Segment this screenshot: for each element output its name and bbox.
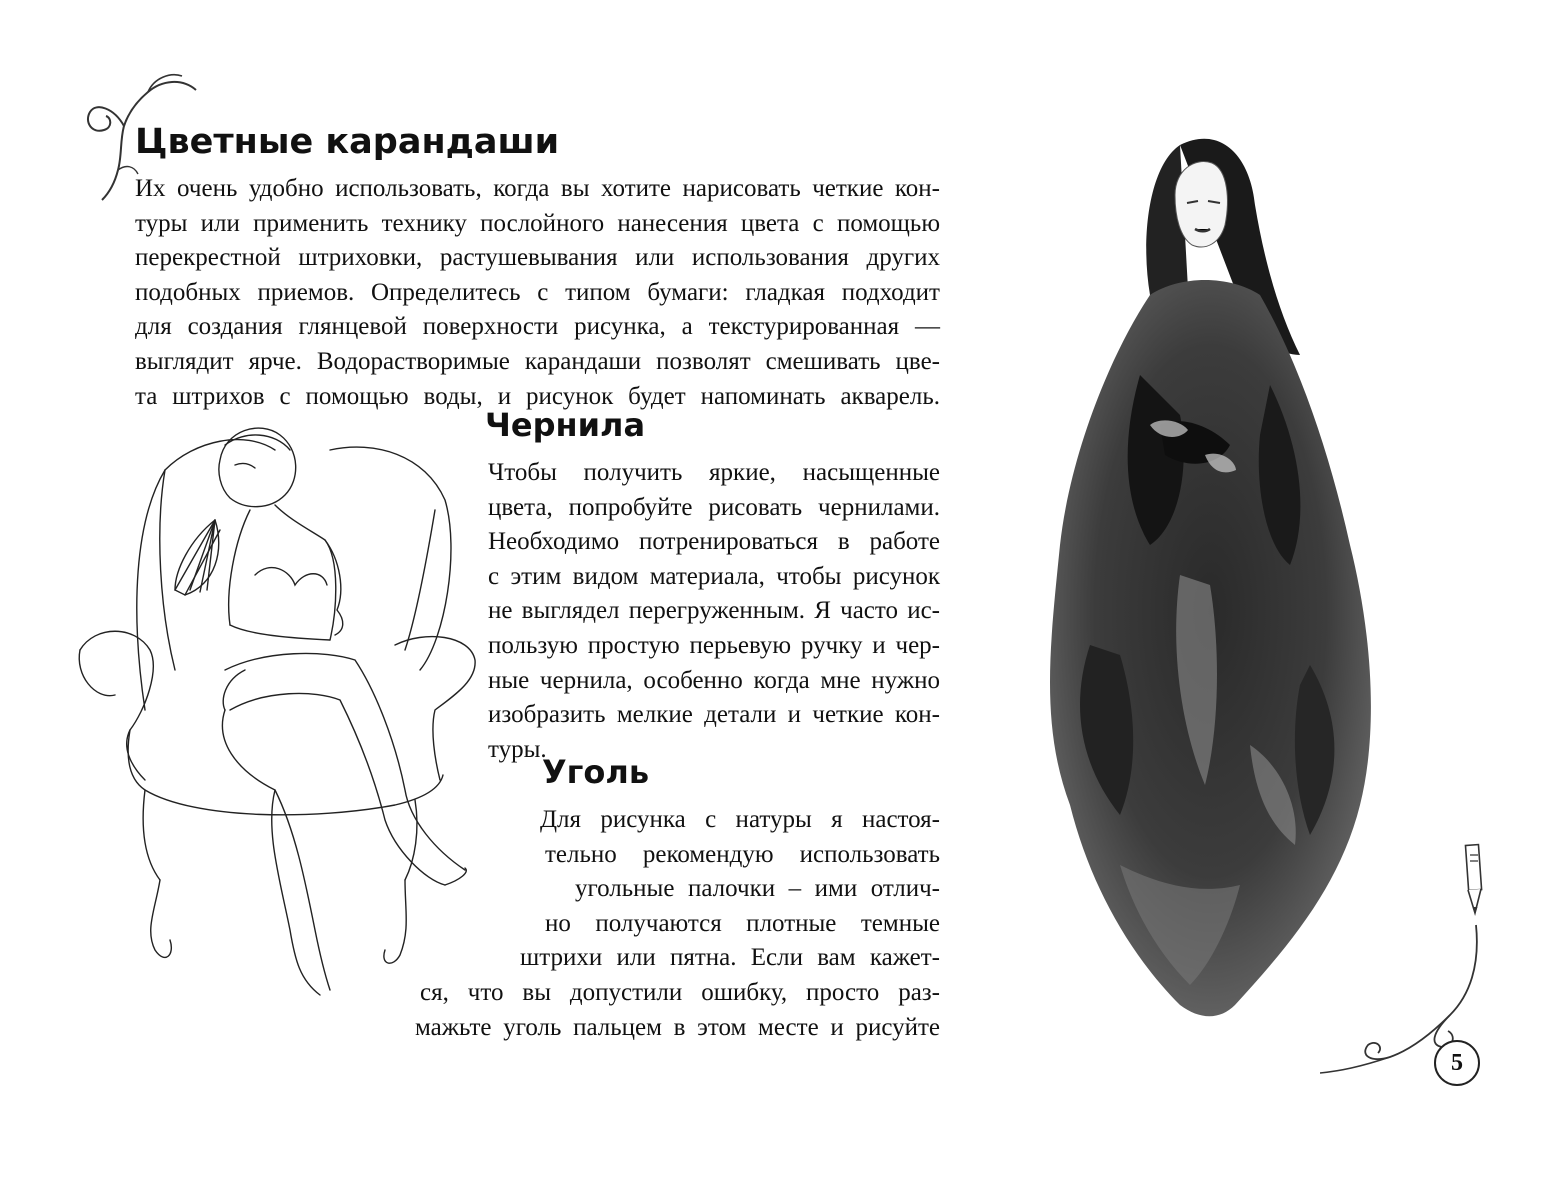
- text-line: ные чернила, особенно когда мне нужно: [488, 666, 940, 694]
- text-line: пользую простую перьевую ручку и чер-: [488, 631, 940, 659]
- text-line: изобразить мелкие детали и четкие кон-: [488, 701, 940, 729]
- pencil-icon: [1465, 845, 1481, 913]
- text-line: выглядит ярче. Водорастворимые карандаши позволят смешивать цве-: [135, 347, 940, 375]
- text-line: цвета, попробуйте рисовать чернилами.: [488, 493, 940, 521]
- section-heading-colored-pencils: Цветные карандаши: [135, 122, 560, 162]
- text-line: Для рисунка с натуры я настоя-: [540, 806, 940, 833]
- text-line: Чтобы получить яркие, насыщенные: [488, 459, 940, 486]
- text-line: штрихи или пятна. Если вам кажет-: [520, 944, 940, 972]
- text-line: подобных приемов. Определитесь с типом бумаги: гладкая подходит: [135, 278, 940, 306]
- paragraph-charcoal: [415, 803, 940, 1045]
- text-line: но получаются плотные темные: [545, 909, 940, 937]
- paragraph-ink: [488, 456, 940, 767]
- paragraph-colored-pencils: [135, 172, 940, 414]
- text-line: Необходимо потренироваться в работе: [488, 528, 940, 556]
- text-line: мажьте уголь пальцем в этом месте и рисуйте: [415, 1013, 940, 1041]
- text-line: не выглядел перегруженным. Я часто ис-: [488, 597, 940, 625]
- text-line: тельно рекомендую использовать: [545, 840, 940, 868]
- text-line: ся, что вы допустили ошибку, просто раз-: [420, 978, 940, 1006]
- text-line: Их очень удобно использовать, когда вы хотите нарисовать четкие кон-: [135, 175, 940, 202]
- text-line: для создания глянцевой поверхности рисунка, а текстурированная —: [135, 313, 940, 341]
- text-line: туры или применить технику послойного нанесения цвета с помощью: [135, 209, 940, 237]
- section-heading-charcoal: Уголь: [542, 753, 650, 791]
- section-heading-ink: Чернила: [485, 406, 646, 444]
- text-line: с этим видом материала, чтобы рисунок: [488, 562, 940, 590]
- text-line: та штрихов с помощью воды, и рисунок будет напоминать акварель.: [135, 382, 940, 410]
- page-number: 5: [1434, 1040, 1480, 1086]
- text-line: угольные палочки – ими отлич-: [575, 875, 940, 903]
- text-line: туры.: [488, 735, 547, 763]
- text-line: перекрестной штриховки, растушевывания или использования других: [135, 244, 940, 272]
